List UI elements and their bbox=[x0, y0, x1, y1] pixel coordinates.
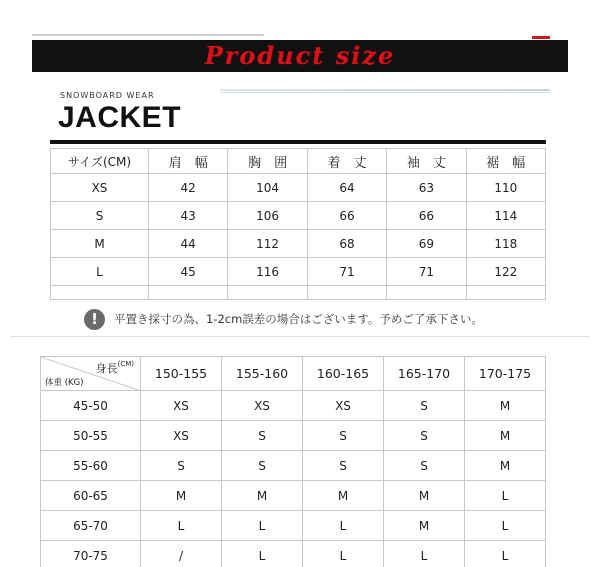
exclamation-circle-icon: ! bbox=[84, 309, 105, 330]
column-header: 160-165 bbox=[303, 357, 384, 391]
table-cell: 71 bbox=[307, 258, 386, 286]
table-cell: L bbox=[465, 541, 546, 567]
column-header: サイズ(CM) bbox=[51, 149, 149, 174]
table-cell: 114 bbox=[466, 202, 545, 230]
table-cell: L bbox=[222, 511, 303, 541]
table-cell: 42 bbox=[149, 174, 228, 202]
table-cell: 110 bbox=[466, 174, 545, 202]
table-row bbox=[51, 258, 546, 286]
table-cell: S bbox=[222, 451, 303, 481]
table-cell: L bbox=[303, 541, 384, 567]
table-cell: / bbox=[141, 541, 222, 567]
table-cell: 69 bbox=[387, 230, 466, 258]
table-cell: 44 bbox=[149, 230, 228, 258]
weight-range-cell: 45-50 bbox=[41, 391, 141, 421]
corner-header-cell bbox=[41, 357, 141, 391]
table-row bbox=[41, 451, 546, 481]
table-cell: 112 bbox=[228, 230, 307, 258]
table-row bbox=[41, 541, 546, 567]
column-header: 胸 囲 bbox=[228, 149, 307, 174]
table-cell: S bbox=[303, 421, 384, 451]
table-cell: M bbox=[222, 481, 303, 511]
table-cell: XS bbox=[141, 421, 222, 451]
table-cell: L bbox=[141, 511, 222, 541]
table-cell: 118 bbox=[466, 230, 545, 258]
table-cell: M bbox=[384, 481, 465, 511]
column-header: 裾 幅 bbox=[466, 149, 545, 174]
section-divider bbox=[10, 336, 590, 337]
table-cell: M bbox=[141, 481, 222, 511]
table-cell: XS bbox=[222, 391, 303, 421]
table-row bbox=[41, 391, 546, 421]
column-header: 155-160 bbox=[222, 357, 303, 391]
table-cell: M bbox=[465, 391, 546, 421]
table-cell: L bbox=[465, 481, 546, 511]
table-cell: 116 bbox=[228, 258, 307, 286]
table-header-row bbox=[51, 149, 546, 174]
size-cell: XS bbox=[51, 174, 149, 202]
weight-range-cell: 60-65 bbox=[41, 481, 141, 511]
table-cell: 106 bbox=[228, 202, 307, 230]
column-header: 165-170 bbox=[384, 357, 465, 391]
weight-range-cell: 70-75 bbox=[41, 541, 141, 567]
jacket-title: JACKET bbox=[58, 101, 182, 134]
weight-axis-label: 体重 (KG) bbox=[45, 378, 84, 388]
table-cell: L bbox=[303, 511, 384, 541]
table-cell: M bbox=[465, 451, 546, 481]
table-row-empty bbox=[51, 286, 546, 300]
table-row bbox=[41, 511, 546, 541]
jacket-subtitle: SNOWBOARD WEAR bbox=[60, 91, 155, 100]
table-cell: 68 bbox=[307, 230, 386, 258]
table-header-row bbox=[41, 357, 546, 391]
table-cell: M bbox=[303, 481, 384, 511]
top-divider bbox=[32, 34, 264, 36]
table-cell: S bbox=[141, 451, 222, 481]
banner-accent bbox=[532, 36, 550, 39]
size-cell: M bbox=[51, 230, 149, 258]
size-cell: L bbox=[51, 258, 149, 286]
table-cell: 66 bbox=[307, 202, 386, 230]
table-cell: L bbox=[222, 541, 303, 567]
table-cell: 64 bbox=[307, 174, 386, 202]
measurement-notice bbox=[84, 308, 483, 330]
table-cell: L bbox=[384, 541, 465, 567]
size-cell: S bbox=[51, 202, 149, 230]
table-cell: 104 bbox=[228, 174, 307, 202]
table-cell: S bbox=[222, 421, 303, 451]
weight-range-cell: 55-60 bbox=[41, 451, 141, 481]
column-header: 170-175 bbox=[465, 357, 546, 391]
table-cell: XS bbox=[141, 391, 222, 421]
weight-range-cell: 50-55 bbox=[41, 421, 141, 451]
notice-text: 平置き採寸の為、1-2cm誤差の場合はございます。予めご了承下さい。 bbox=[114, 312, 483, 326]
jacket-size-table bbox=[50, 148, 546, 300]
table-cell: 122 bbox=[466, 258, 545, 286]
table-cell: M bbox=[384, 511, 465, 541]
size-fit-chart bbox=[40, 356, 546, 567]
header-divider-accent bbox=[220, 92, 550, 93]
table-cell: 71 bbox=[387, 258, 466, 286]
table-cell: S bbox=[384, 391, 465, 421]
table-row bbox=[51, 230, 546, 258]
column-header: 着 丈 bbox=[307, 149, 386, 174]
table-cell: 66 bbox=[387, 202, 466, 230]
table-cell: S bbox=[303, 451, 384, 481]
table-cell: XS bbox=[303, 391, 384, 421]
table-cell: M bbox=[465, 421, 546, 451]
banner-title: Product size bbox=[204, 41, 396, 70]
table-cell: 63 bbox=[387, 174, 466, 202]
weight-range-cell: 65-70 bbox=[41, 511, 141, 541]
table-cell: L bbox=[465, 511, 546, 541]
column-header: 袖 丈 bbox=[387, 149, 466, 174]
table-row bbox=[41, 421, 546, 451]
jacket-title-underline bbox=[50, 140, 546, 144]
table-cell: 43 bbox=[149, 202, 228, 230]
table-row bbox=[41, 481, 546, 511]
table-cell: S bbox=[384, 421, 465, 451]
header-divider bbox=[220, 89, 550, 91]
table-row bbox=[51, 202, 546, 230]
column-header: 150-155 bbox=[141, 357, 222, 391]
table-cell: S bbox=[384, 451, 465, 481]
column-header: 肩 幅 bbox=[149, 149, 228, 174]
product-size-banner bbox=[32, 40, 568, 72]
table-row bbox=[51, 174, 546, 202]
table-cell: 45 bbox=[149, 258, 228, 286]
height-axis-label: 身長$^{(CM)}$ bbox=[95, 360, 134, 375]
